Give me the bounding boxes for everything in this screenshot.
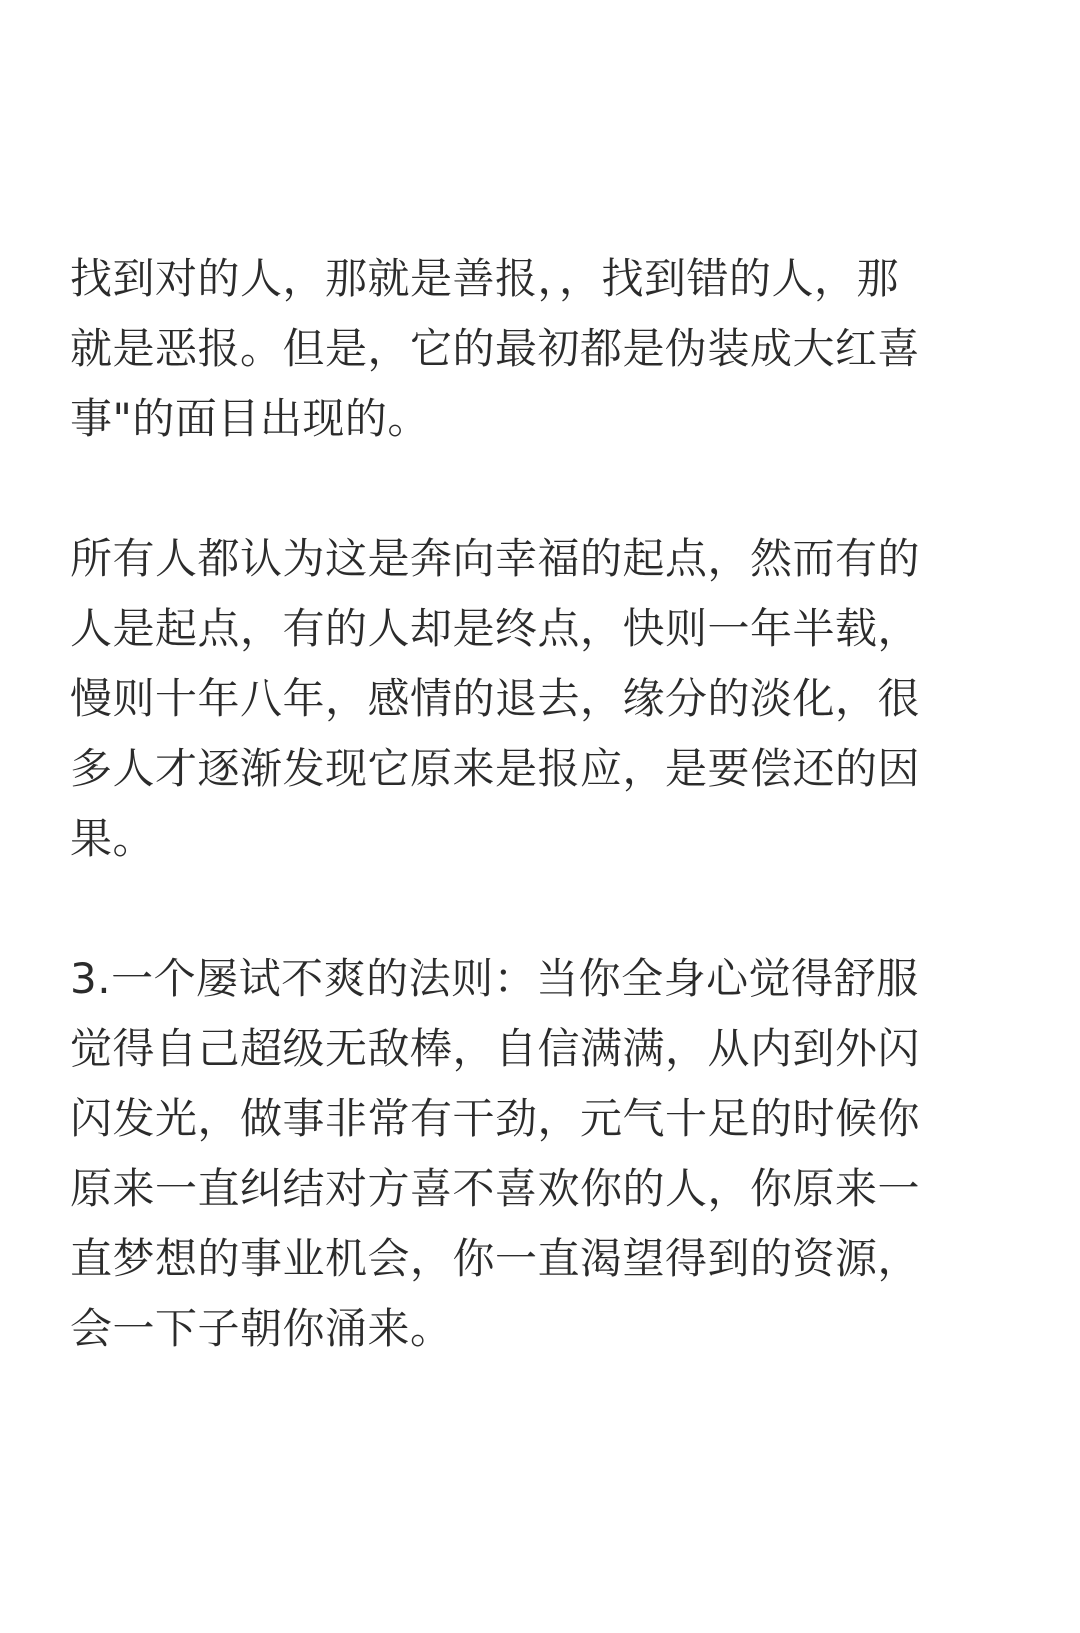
paragraph-2: 所有人都认为这是奔向幸福的起点，然而有的 人是起点，有的人却是终点，快则一年半载， 慢则十年八年，感情的退去，缘分的淡化，很 多人才逐渐发现它原来是报应，是要偿还的因 果。 <box>70 534 921 863</box>
article-body <box>70 244 1010 1364</box>
paragraph-1: 找到对的人，那就是善报，，找到错的人，那 就是恶报。但是，它的最初都是伪装成大红喜 事"的面目出现的。 <box>70 254 921 443</box>
paragraph-3: 3.一个屡试不爽的法则：当你全身心觉得舒服 觉得自己超级无敌棒，自信满满，从内到外闪 闪发光，做事非常有干劲，元气十足的时候你 原来一直纠结对方喜不喜欢你的人，你原来一 直梦想的事业机会，你一直渴望得到的资源， 会一下子朝你涌来。 <box>70 954 921 1353</box>
